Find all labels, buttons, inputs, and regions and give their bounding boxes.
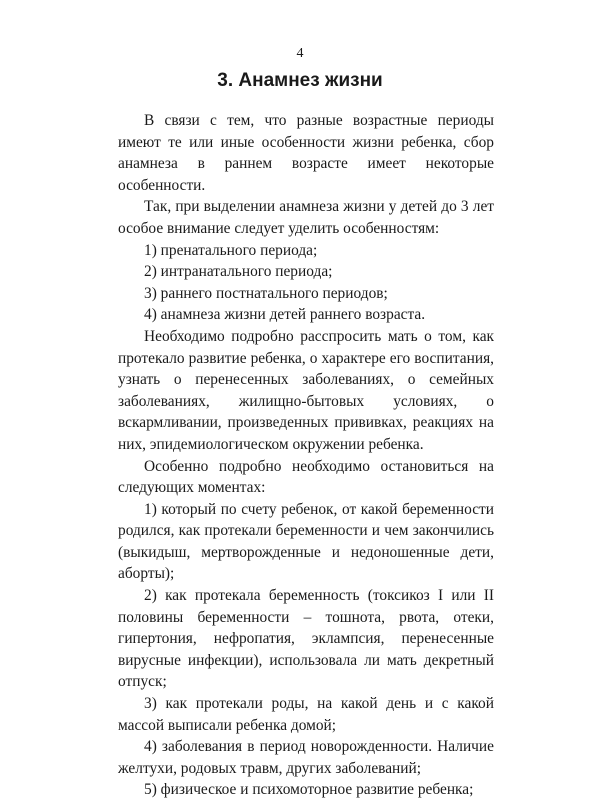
list-item-birth-order: 1) который по счету ребенок, от какой беременности родился, как протекали беременности и чем закончились (выкидыш, мертворожденные и недоношенные дети, аборты); [118, 500, 494, 583]
list-item-intranatal: 2) интранатального периода; [144, 263, 333, 281]
chapter-title: 3. Анамнез жизни [217, 70, 383, 91]
list-item-pregnancy: 2) как протекала беременность (токсикоз I или II половины беременности – тошнота, рвота, отеки, гипертония, нефропатия, эклампсия, перенесенные вирусные инфекции), использовала ли мать декретный отпуск; [118, 587, 494, 691]
list-item-development: 5) физическое и психомоторное развитие ребенка; [144, 781, 474, 799]
body-text [118, 110, 494, 801]
paragraph-key-points: Особенно подробно необходимо остановиться на следующих моментах: [118, 457, 494, 497]
list-item-postnatal: 3) раннего постнатального периодов; [144, 284, 388, 302]
paragraph-intro: В связи с тем, что разные возрастные периоды имеют те или иные особенности жизни ребенка, сбор анамнеза в раннем возрасте имеет некоторые особенности. [118, 112, 494, 194]
paragraph-focus-intro: Так, при выделении анамнеза жизни у детей до 3 лет особое внимание следует уделить особенностям: [118, 198, 494, 237]
paragraph-interview: Необходимо подробно расспросить мать о том, как протекало развитие ребенка, о характере его воспитания, узнать о перенесенных заболеваниях, о семейных заболеваниях, жилищно-бытовых условиях, о вскармливании, произведенных прививках, реакциях на них, эпидемиологическом окружении ребенка. [118, 327, 494, 453]
list-item-early-age: 4) анамнеза жизни детей раннего возраста. [144, 306, 426, 324]
list-item-delivery: 3) как протекали роды, на какой день и с какой массой выписали ребенка домой; [118, 695, 494, 734]
list-item-newborn-diseases: 4) заболевания в период новорожденности. Наличие желтухи, родовых травм, других заболеваний; [118, 738, 494, 777]
list-item-prenatal: 1) пренатального периода; [144, 241, 318, 259]
page-number: 4 [296, 46, 304, 61]
